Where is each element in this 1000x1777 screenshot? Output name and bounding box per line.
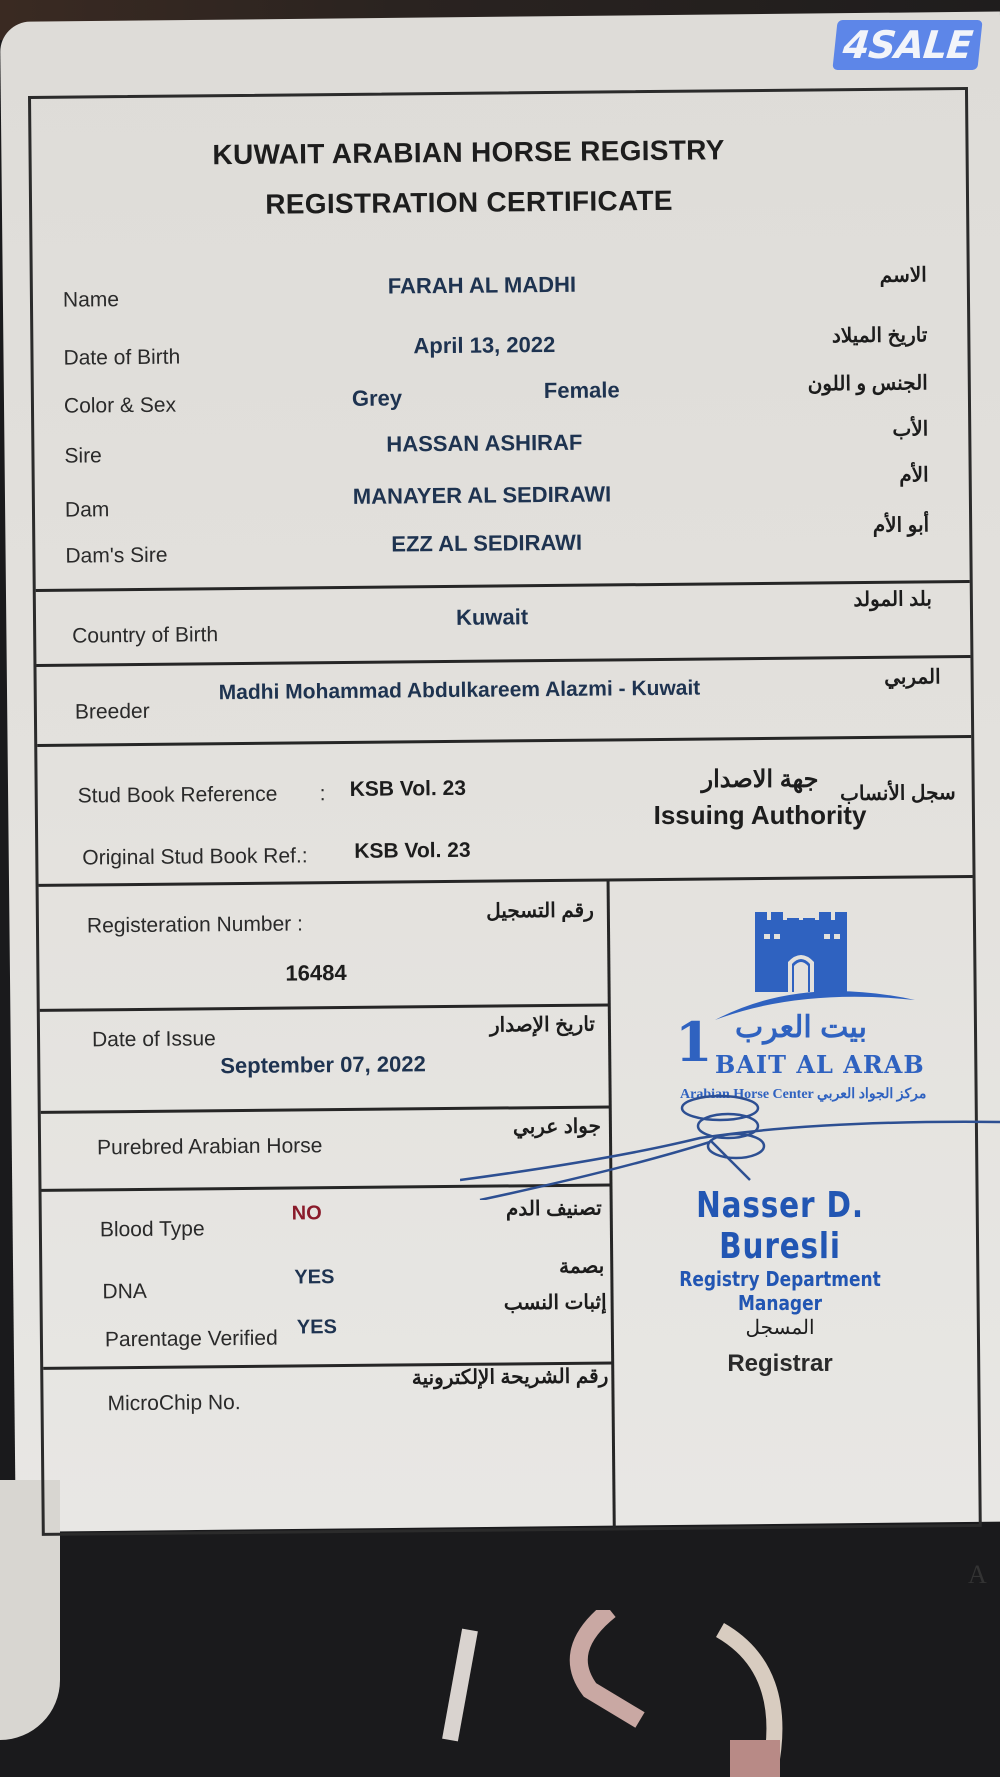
name-label-ar: الاسم <box>879 264 927 287</box>
date-of-issue-label-ar: تاريخ الإصدار <box>489 1013 596 1037</box>
blood-type-label: Blood Type <box>99 1217 205 1242</box>
registration-number-label: Registeration Number : <box>86 912 304 938</box>
color-sex-label-ar: الجنس و اللون <box>807 372 928 396</box>
dna-label: DNA <box>102 1279 147 1304</box>
dam-value: MANAYER AL SEDIRAWI <box>352 481 612 509</box>
column-divider <box>607 878 616 1528</box>
registrar-block <box>620 1185 940 1378</box>
sire-label: Sire <box>64 444 102 468</box>
purebred-label: Purebred Arabian Horse <box>96 1134 323 1160</box>
divider <box>40 1003 610 1011</box>
registrar-title: Registry Department Manager <box>679 1267 881 1315</box>
breeder-value: Madhi Mohammad Abdulkareem Alazmi - Kuwait <box>218 676 701 705</box>
logo-number: 1 <box>675 1010 713 1074</box>
breeder-label: Breeder <box>74 699 150 724</box>
registrar-name: Nasser D. Buresli <box>696 1185 864 1267</box>
logo-subtitle-ar: مركز الجواد العربي <box>817 1087 927 1102</box>
country-value: Kuwait <box>455 604 529 630</box>
registrar-role: Registrar <box>727 1350 833 1377</box>
breeder-label-ar: المربي <box>884 666 941 689</box>
issuing-authority <box>600 765 920 831</box>
divider <box>37 735 971 747</box>
sire-label-ar: الأب <box>892 418 929 441</box>
signature-icon <box>460 1090 1000 1200</box>
registration-number-value: 16484 <box>285 959 347 986</box>
registration-number-label-ar: رقم التسجيل <box>486 899 594 923</box>
divider <box>39 875 973 887</box>
original-stud-book-value: KSB Vol. 23 <box>354 838 471 863</box>
dob-value: April 13, 2022 <box>413 331 556 359</box>
registrar-title-ar: المسجل <box>745 1317 815 1339</box>
name-value: FARAH AL MADHI <box>387 271 577 299</box>
dams-sire-label-ar: أبو الأم <box>872 514 930 537</box>
divider <box>36 655 970 667</box>
purebred-label-ar: جواد عربي <box>512 1115 602 1139</box>
microchip-label-ar: رقم الشريحة الإلكترونية <box>411 1365 609 1390</box>
watermark-4sale: 4SALE <box>832 20 982 70</box>
logo-name-ar: بيت العرب <box>735 1011 867 1044</box>
stud-book-ref-separator: : <box>319 782 326 806</box>
sire-value: HASSAN ASHIRAF <box>386 429 583 457</box>
stud-book-ref-label: Stud Book Reference <box>77 782 278 808</box>
logo-subtitle-en: Arabian Horse Center <box>680 1087 814 1102</box>
parentage-value: YES <box>296 1316 337 1339</box>
parentage-label: Parentage Verified <box>104 1326 278 1352</box>
dams-sire-label: Dam's Sire <box>65 543 168 568</box>
microchip-label: MicroChip No. <box>107 1391 241 1416</box>
stud-book-label-ar: سجل الأنساب <box>839 782 956 806</box>
issuing-authority-label-ar: جهة الاصدار <box>701 766 819 793</box>
blood-type-label-ar: تصنيف الدم <box>505 1197 602 1221</box>
stud-book-ref-value: KSB Vol. 23 <box>349 776 467 801</box>
dna-label-ar: بصمة <box>558 1255 605 1278</box>
parentage-label-ar: إثبات النسب <box>503 1291 607 1315</box>
name-label: Name <box>62 288 120 312</box>
dams-sire-value: EZZ AL SEDIRAWI <box>391 529 583 557</box>
blood-type-value: NO <box>291 1202 322 1225</box>
divider <box>36 580 970 592</box>
dob-label: Date of Birth <box>63 345 181 370</box>
original-stud-book-label: Original Stud Book Ref.: <box>82 844 308 870</box>
dam-label-ar: الأم <box>899 464 929 487</box>
registry-title: KUWAIT ARABIAN HORSE REGISTRY <box>212 134 725 171</box>
logo-name-en: BAIT AL ARAB <box>715 1050 925 1079</box>
date-of-issue-label: Date of Issue <box>91 1027 216 1052</box>
dam-label: Dam <box>64 498 110 522</box>
dna-value: YES <box>294 1266 335 1289</box>
page-corner-text: A <box>968 1560 987 1589</box>
sex-value: Female <box>543 377 620 404</box>
fabric-pattern <box>440 1610 960 1777</box>
country-label-ar: بلد المولد <box>853 588 932 612</box>
certificate-title: REGISTRATION CERTIFICATE <box>265 184 673 220</box>
country-label: Country of Birth <box>72 623 219 648</box>
issuing-authority-label: Issuing Authority <box>653 800 867 830</box>
color-sex-label: Color & Sex <box>63 393 177 418</box>
color-value: Grey <box>351 385 403 411</box>
dob-label-ar: تاريخ الميلاد <box>831 324 928 348</box>
date-of-issue-value: September 07, 2022 <box>220 1051 426 1079</box>
